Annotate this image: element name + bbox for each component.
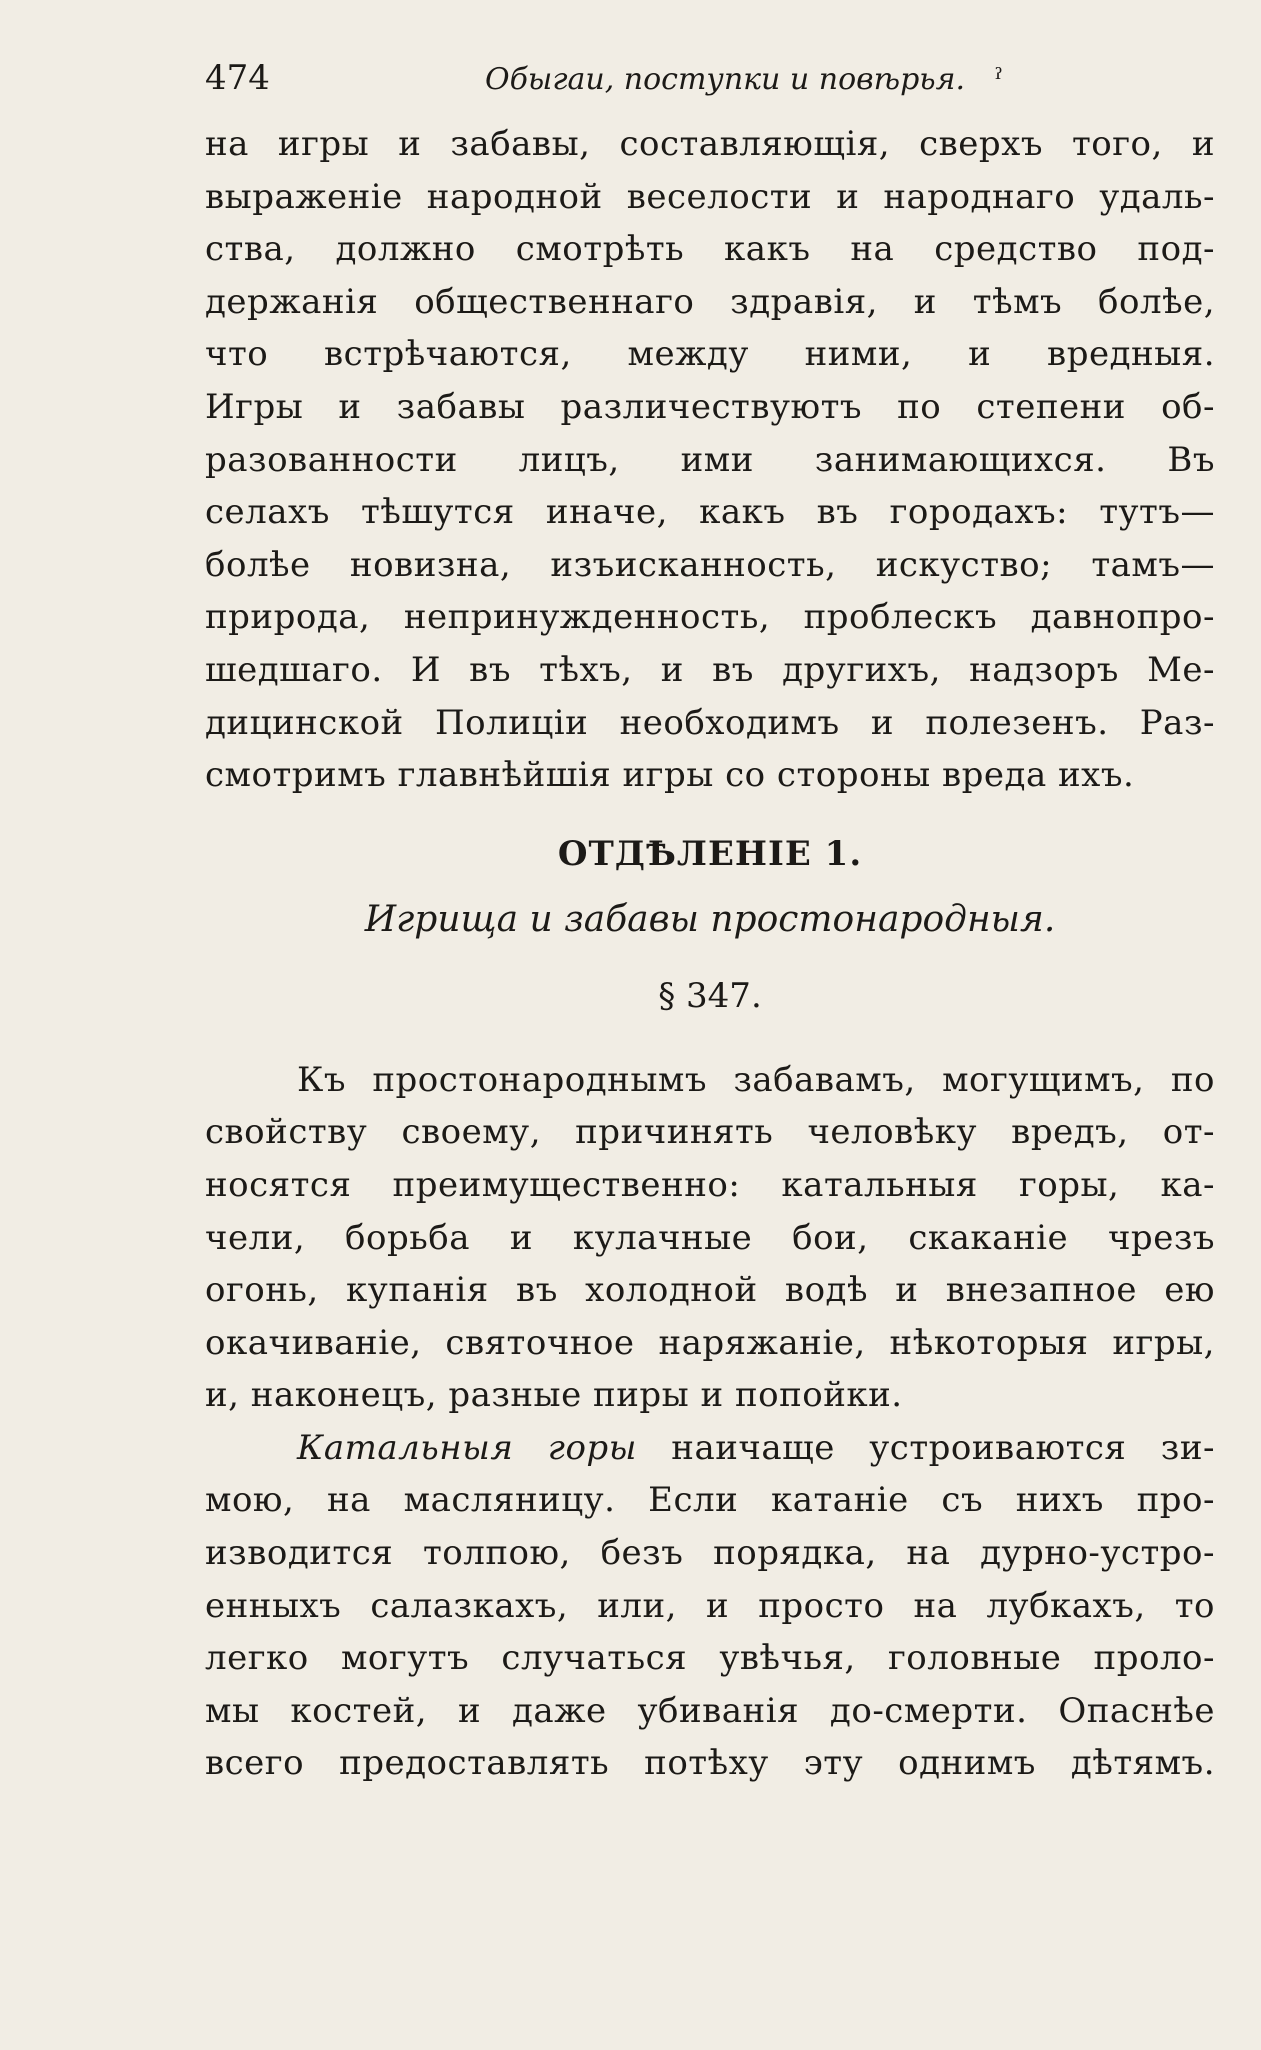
text-line: болѣе новизна, изъисканность, искуство; тамъ— — [205, 544, 1215, 585]
text-line: и, наконецъ, разные пиры и попойки. — [205, 1375, 903, 1416]
text-line: Къ простонароднымъ забавамъ, могущимъ, по — [297, 1059, 1215, 1100]
text-line: разованности лицъ, ими занимающихся. Въ — [205, 439, 1215, 480]
running-title: Обыгаи, поступки и повѣрья. — [485, 62, 966, 97]
top-paragraph — [205, 118, 1215, 802]
text-line: изводится толпою, безъ порядка, на дурно-устро- — [205, 1533, 1215, 1574]
text-line: мы костей, и даже убиванія до-смерти. Опаснѣе — [205, 1690, 1215, 1731]
text-line: всего предоставлять потѣху эту однимъ дѣтямъ. — [205, 1743, 1215, 1784]
text-line: шедшаго. И въ тѣхъ, и въ другихъ, надзоръ Ме- — [205, 649, 1215, 690]
text-line: мою, на масляницу. Если катаніе съ нихъ про- — [205, 1480, 1215, 1521]
text-line: легко могутъ случаться увѣчья, головные проло- — [205, 1638, 1215, 1679]
section-heading: ОТДѢЛЕНІЕ 1. — [557, 833, 863, 874]
section-subtitle: Игрища и забавы простонародныя. — [364, 898, 1056, 940]
text-line: на игры и забавы, составляющія, сверхъ того, и — [205, 124, 1215, 164]
text-line: свойству своему, причинять человѣку вредъ, от- — [205, 1112, 1215, 1153]
text-line: селахъ тѣшутся иначе, какъ въ городахъ: тутъ— — [205, 492, 1215, 533]
text-line: огонь, купанія въ холодной водѣ и внезапное ею — [205, 1270, 1215, 1311]
text-line: чели, борьба и кулачные бои, скаканіе чрезъ — [205, 1217, 1215, 1258]
text-line: дицинской Полиціи необходимъ и полезенъ. Раз- — [205, 702, 1215, 743]
third-paragraph — [205, 1422, 1215, 1790]
italic-term: Катальныя горы — [297, 1427, 637, 1468]
paragraph-number: § 347. — [658, 975, 762, 1016]
text-line: выраженіе народной веселости и народнаго удаль- — [205, 176, 1215, 217]
text-line: природа, непринужденность, проблескъ давнопро- — [205, 597, 1215, 638]
text-line: носятся преимущественно: катальныя горы, ка- — [205, 1164, 1215, 1205]
text-line: окачиваніе, святочное наряжаніе, нѣкоторыя игры, — [205, 1322, 1215, 1363]
text-fragment: наичаще устроиваются зи- — [636, 1427, 1215, 1468]
book-page — [205, 58, 1215, 1790]
text-line — [205, 1422, 1215, 1475]
text-line: держанія общественнаго здравія, и тѣмъ болѣе, — [205, 281, 1215, 322]
text-line: смотримъ главнѣйшія игры со стороны вреда ихъ. — [205, 755, 1135, 796]
second-paragraph — [205, 1054, 1215, 1422]
text-line: ства, должно смотрѣть какъ на средство под- — [205, 229, 1215, 270]
text-line: Игры и забавы различествуютъ по степени об- — [205, 386, 1215, 427]
text-line: енныхъ салазкахъ, или, и просто на лубкахъ, то — [205, 1585, 1215, 1626]
running-head — [205, 58, 1215, 118]
page-number: 474 — [205, 58, 270, 98]
text-line: что встрѣчаются, между ними, и вредныя. — [205, 334, 1215, 375]
running-mark: ˀ — [995, 63, 1003, 96]
